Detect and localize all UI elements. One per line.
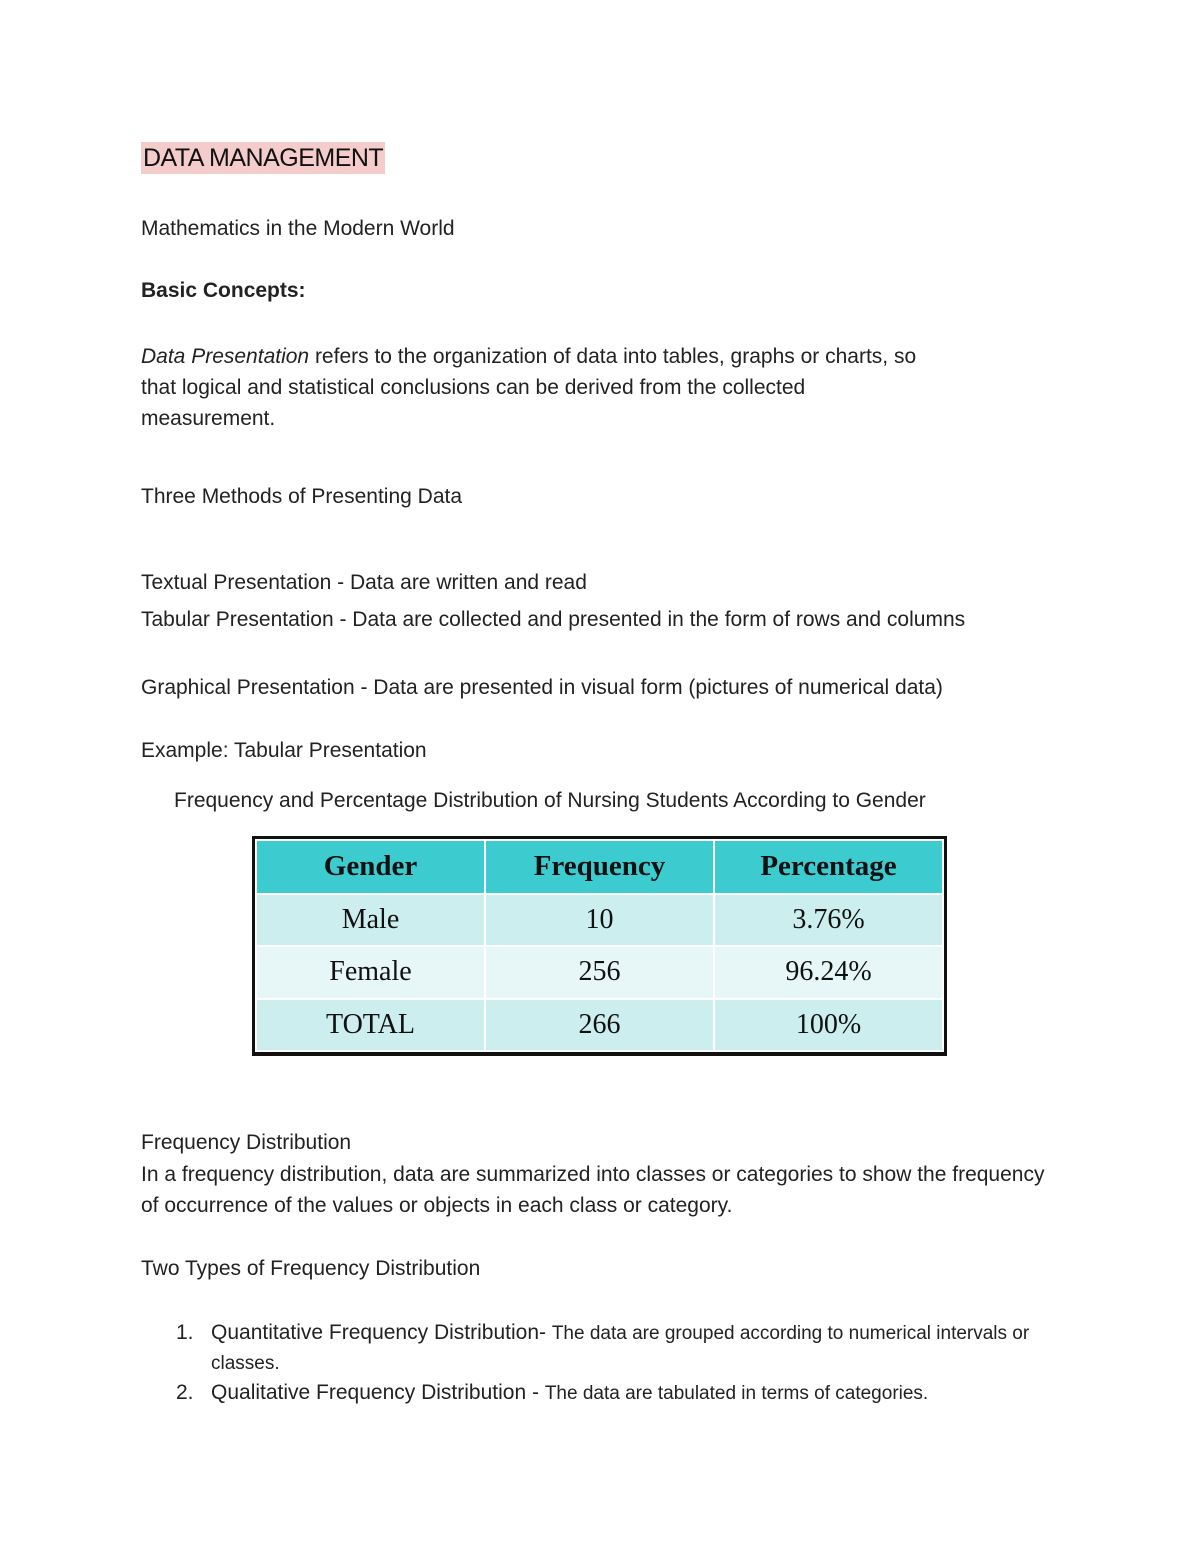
list-number: 2. bbox=[176, 1381, 194, 1404]
definition-text: refers to the organization of data into tables, graphs or charts, so that logical and statistical conclusions can be derived from the collected measurement. bbox=[141, 345, 917, 430]
table-header-cell: Frequency bbox=[486, 841, 713, 893]
method-tabular: Tabular Presentation - Data are collected and presented in the form of rows and columns bbox=[141, 608, 966, 631]
list-item bbox=[141, 1318, 1071, 1378]
methods-title: Three Methods of Presenting Data bbox=[141, 485, 463, 508]
types-list bbox=[141, 1318, 1071, 1408]
table-caption: Frequency and Percentage Distribution of Nursing Students According to Gender bbox=[174, 789, 926, 812]
list-item bbox=[141, 1378, 1071, 1408]
table-cell: Female bbox=[257, 947, 484, 997]
table-header-cell: Percentage bbox=[715, 841, 942, 893]
type-separator: - bbox=[526, 1381, 545, 1404]
types-title: Two Types of Frequency Distribution bbox=[141, 1257, 481, 1280]
table-row bbox=[257, 895, 942, 945]
example-label: Example: Tabular Presentation bbox=[141, 739, 427, 762]
method-graphical: Graphical Presentation - Data are presented in visual form (pictures of numerical data) bbox=[141, 676, 943, 699]
table-header-row bbox=[257, 841, 942, 893]
table-cell: 266 bbox=[486, 1000, 713, 1050]
table-cell: Male bbox=[257, 895, 484, 945]
type-description: The data are tabulated in terms of categories. bbox=[544, 1383, 929, 1404]
type-name: Qualitative Frequency Distribution bbox=[211, 1381, 527, 1404]
method-textual: Textual Presentation - Data are written and read bbox=[141, 571, 587, 594]
list-number: 1. bbox=[176, 1321, 194, 1344]
type-separator: - bbox=[539, 1321, 552, 1344]
table-header-cell: Gender bbox=[257, 841, 484, 893]
subtitle: Mathematics in the Modern World bbox=[141, 217, 455, 240]
table-row bbox=[257, 1000, 942, 1050]
table-cell: 256 bbox=[486, 947, 713, 997]
basic-concepts-heading: Basic Concepts: bbox=[141, 279, 306, 302]
type-description: The data are grouped according to numerical intervals or classes. bbox=[211, 1323, 1030, 1374]
definition-paragraph bbox=[141, 341, 921, 434]
freq-dist-title: Frequency Distribution bbox=[141, 1131, 352, 1154]
page-title: DATA MANAGEMENT bbox=[143, 144, 384, 172]
freq-dist-text: In a frequency distribution, data are summarized into classes or categories to show the frequency of occurrence of the values or objects in each class or category. bbox=[141, 1163, 1045, 1217]
table-cell: 3.76% bbox=[715, 895, 942, 945]
table-row bbox=[257, 947, 942, 997]
table-cell: TOTAL bbox=[257, 1000, 484, 1050]
gender-table bbox=[252, 836, 947, 1056]
type-name: Quantitative Frequency Distribution bbox=[211, 1321, 539, 1344]
table-cell: 96.24% bbox=[715, 947, 942, 997]
definition-term: Data Presentation bbox=[141, 345, 310, 368]
table-cell: 100% bbox=[715, 1000, 942, 1050]
table-cell: 10 bbox=[486, 895, 713, 945]
